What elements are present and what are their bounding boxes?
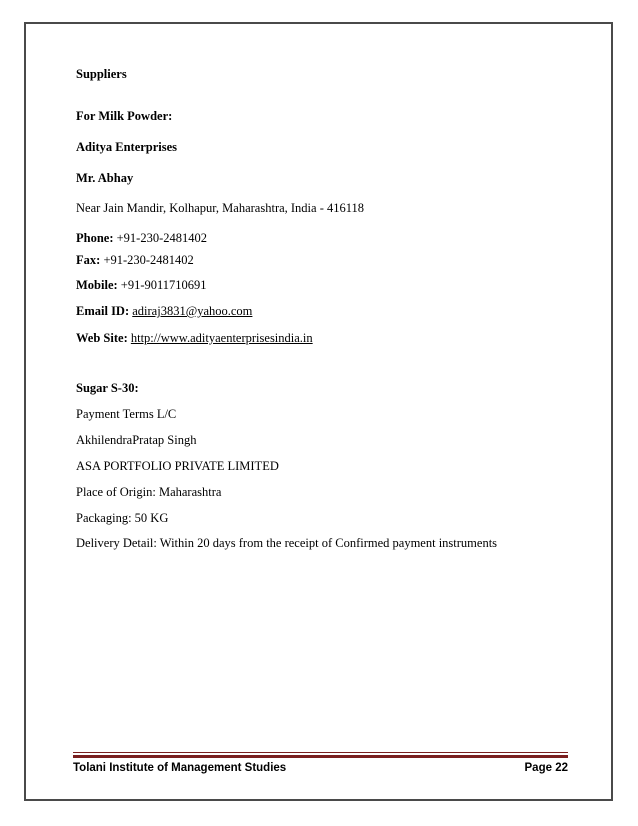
phone-value: +91-230-2481402 — [113, 231, 207, 245]
sugar-packaging: Packaging: 50 KG — [76, 511, 169, 525]
phone-label: Phone: — [76, 231, 114, 245]
sugar-company: ASA PORTFOLIO PRIVATE LIMITED — [76, 459, 279, 473]
fax-value: +91-230-2481402 — [100, 253, 194, 267]
website-row — [76, 331, 313, 346]
email-row — [76, 304, 252, 319]
milk-powder-heading: For Milk Powder: — [76, 109, 173, 123]
website-label: Web Site: — [76, 331, 128, 345]
fax-label: Fax: — [76, 253, 101, 267]
mobile-row — [76, 278, 207, 293]
milk-supplier-company: Aditya Enterprises — [76, 140, 178, 154]
section-title: Suppliers — [76, 67, 127, 81]
email-link[interactable]: adiraj3831@yahoo.com — [132, 304, 253, 318]
website-link[interactable]: http://www.adityaenterprisesindia.in — [130, 331, 313, 345]
footer-page-number: Page 22 — [524, 762, 568, 774]
sugar-contact: AkhilendraPratap Singh — [76, 433, 197, 447]
email-label: Email ID: — [76, 304, 130, 318]
footer-rule-thick — [73, 755, 568, 758]
page-footer — [73, 762, 568, 774]
sugar-origin: Place of Origin: Maharashtra — [76, 485, 222, 499]
fax-row — [76, 253, 194, 268]
sugar-payment-terms: Payment Terms L/C — [76, 407, 177, 421]
mobile-value: +91-9011710691 — [117, 278, 207, 292]
footer-rule-thin — [73, 752, 568, 753]
mobile-label: Mobile: — [76, 278, 118, 292]
milk-supplier-address: Near Jain Mandir, Kolhapur, Maharashtra, India - 416118 — [76, 201, 365, 215]
sugar-heading: Sugar S-30: — [76, 381, 139, 395]
phone-row — [76, 231, 207, 246]
sugar-delivery: Delivery Detail: Within 20 days from the receipt of Confirmed payment instruments — [76, 536, 498, 550]
footer-institute: Tolani Institute of Management Studies — [73, 762, 287, 774]
milk-supplier-contact: Mr. Abhay — [76, 171, 134, 185]
